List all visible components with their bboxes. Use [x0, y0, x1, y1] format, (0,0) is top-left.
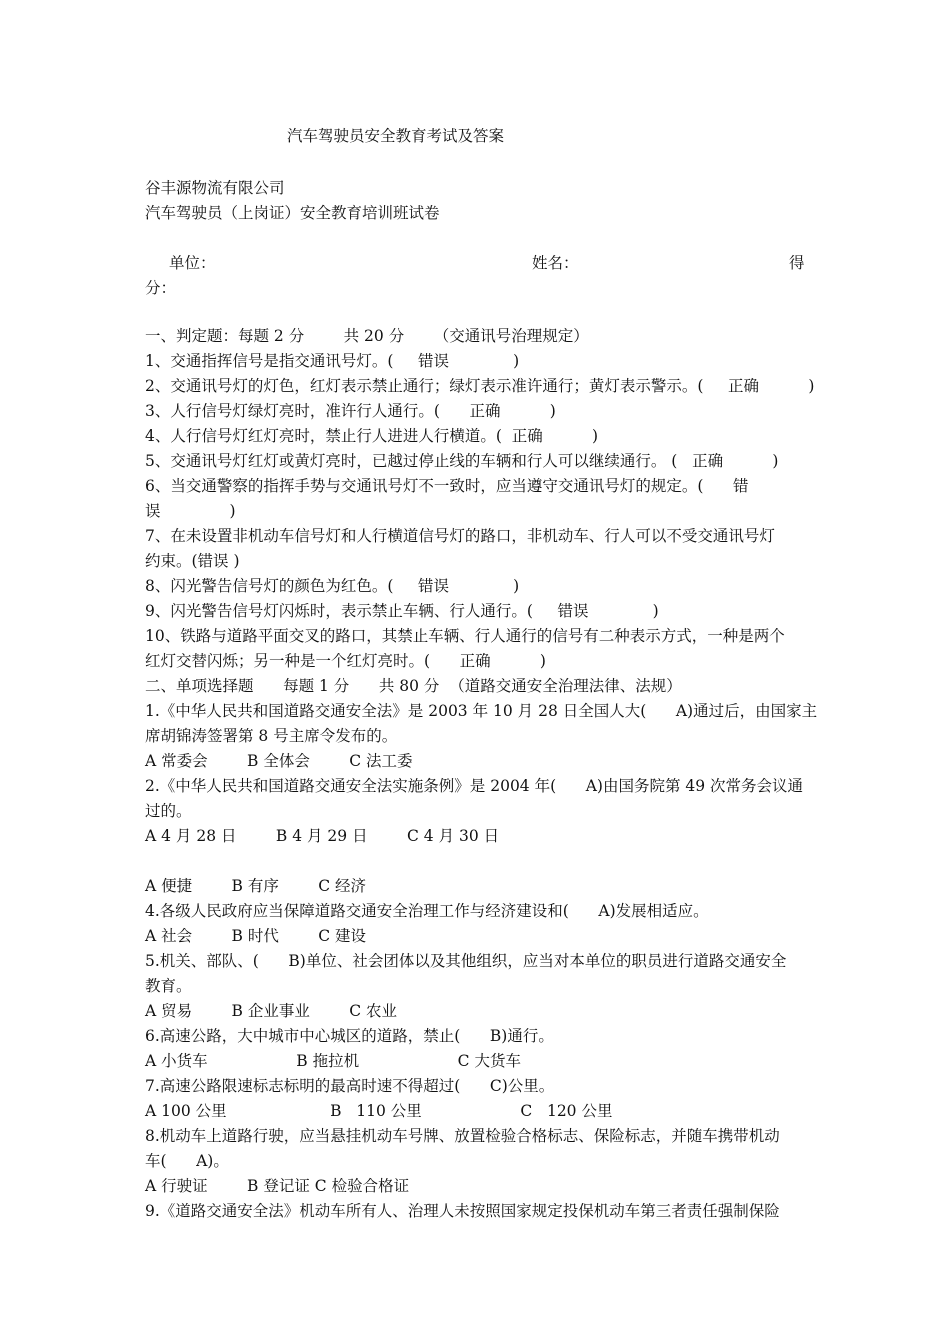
text-line: A 常委会 B 全体会 C 法工委 [145, 752, 413, 770]
text-line: 4.各级人民政府应当保障道路交通安全治理工作与经济建设和( A)发展相适应。 [145, 902, 709, 920]
text-line: A 便捷 B 有序 C 经济 [145, 877, 367, 895]
text-line: A 100 公里 B 110 公里 C 120 公里 [145, 1102, 613, 1120]
text-line: 二、单项选择题 每题 1 分 共 80 分 （道路交通安全治理法律、法规） [145, 677, 682, 695]
text-line: 7.高速公路限速标志标明的最高时速不得超过( C)公里。 [145, 1077, 555, 1095]
text-line: 6.高速公路，大中城市中心城区的道路，禁止( B)通行。 [145, 1027, 554, 1045]
text-line: 教育。 [145, 977, 192, 995]
text-line: 约束。(错误 ) [145, 552, 240, 570]
company-name: 谷丰源物流有限公司 [145, 179, 285, 197]
text-line: 一、判定题：每题 2 分 共 20 分 （交通讯号治理规定） [145, 327, 589, 345]
text-line: 1.《中华人民共和国道路交通安全法》是 2003 年 10 月 28 日全国人大( A)通过后，由国家主 [145, 702, 818, 720]
text-line: 误 ) [145, 502, 236, 520]
text-line: A 社会 B 时代 C 建设 [145, 927, 367, 945]
text-line: 9、闪光警告信号灯闪烁时，表示禁止车辆、行人通行。( 错误 ) [145, 602, 659, 620]
document-title: 汽车驾驶员安全教育考试及答案 [287, 127, 505, 145]
text-line: 5、交通讯号灯红灯或黄灯亮时，已越过停止线的车辆和行人可以继续通行。 ( 正确 ) [145, 452, 779, 470]
unit-label: 单位： [169, 254, 216, 272]
text-line: A 贸易 B 企业事业 C 农业 [145, 1002, 398, 1020]
text-line: A 小货车 B 拖拉机 C 大货车 [145, 1052, 521, 1070]
text-line: 7、在未设置非机动车信号灯和人行横道信号灯的路口，非机动车、行人可以不受交通讯号灯 [145, 527, 775, 545]
score-label-part2: 分： [145, 279, 177, 297]
text-line: 9.《道路交通安全法》机动车所有人、治理人未按照国家规定投保机动车第三者责任强制保险 [145, 1202, 780, 1220]
text-line: 10、铁路与道路平面交叉的路口，其禁止车辆、行人通行的信号有二种表示方式，一种是两个 [145, 627, 785, 645]
exam-subtitle: 汽车驾驶员（上岗证）安全教育培训班试卷 [145, 204, 440, 222]
text-line: 8、闪光警告信号灯的颜色为红色。( 错误 ) [145, 577, 520, 595]
text-line: 6、当交通警察的指挥手势与交通讯号灯不一致时，应当遵守交通讯号灯的规定。( 错 [145, 477, 749, 495]
text-line: A 行驶证 B 登记证 C 检验合格证 [145, 1177, 410, 1195]
text-line: 车( A)。 [145, 1152, 229, 1170]
score-label-part1: 得 [789, 254, 805, 272]
text-line: 3、人行信号灯绿灯亮时，准许行人通行。( 正确 ) [145, 402, 556, 420]
name-label: 姓名： [532, 254, 579, 272]
text-line: 1、交通指挥信号是指交通讯号灯。( 错误 ) [145, 352, 520, 370]
text-line: 2.《中华人民共和国道路交通安全法实施条例》是 2004 年( A)由国务院第 49 次常务会议通 [145, 777, 804, 795]
text-line: A 4 月 28 日 B 4 月 29 日 C 4 月 30 日 [145, 827, 500, 845]
text-line: 4、人行信号灯红灯亮时，禁止行人进进人行横道。( 正确 ) [145, 427, 599, 445]
text-line: 过的。 [145, 802, 192, 820]
text-line: 2、交通讯号灯的灯色，红灯表示禁止通行；绿灯表示准许通行；黄灯表示警示。( 正确 ) [145, 377, 815, 395]
text-line: 8.机动车上道路行驶，应当悬挂机动车号牌、放置检验合格标志、保险标志，并随车携带机动 [145, 1127, 780, 1145]
text-line: 席胡锦涛签署第 8 号主席令发布的。 [145, 727, 398, 745]
text-line: 5.机关、部队、( B)单位、社会团体以及其他组织，应当对本单位的职员进行道路交通安全 [145, 952, 787, 970]
text-line: 红灯交替闪烁；另一种是一个红灯亮时。( 正确 ) [145, 652, 546, 670]
